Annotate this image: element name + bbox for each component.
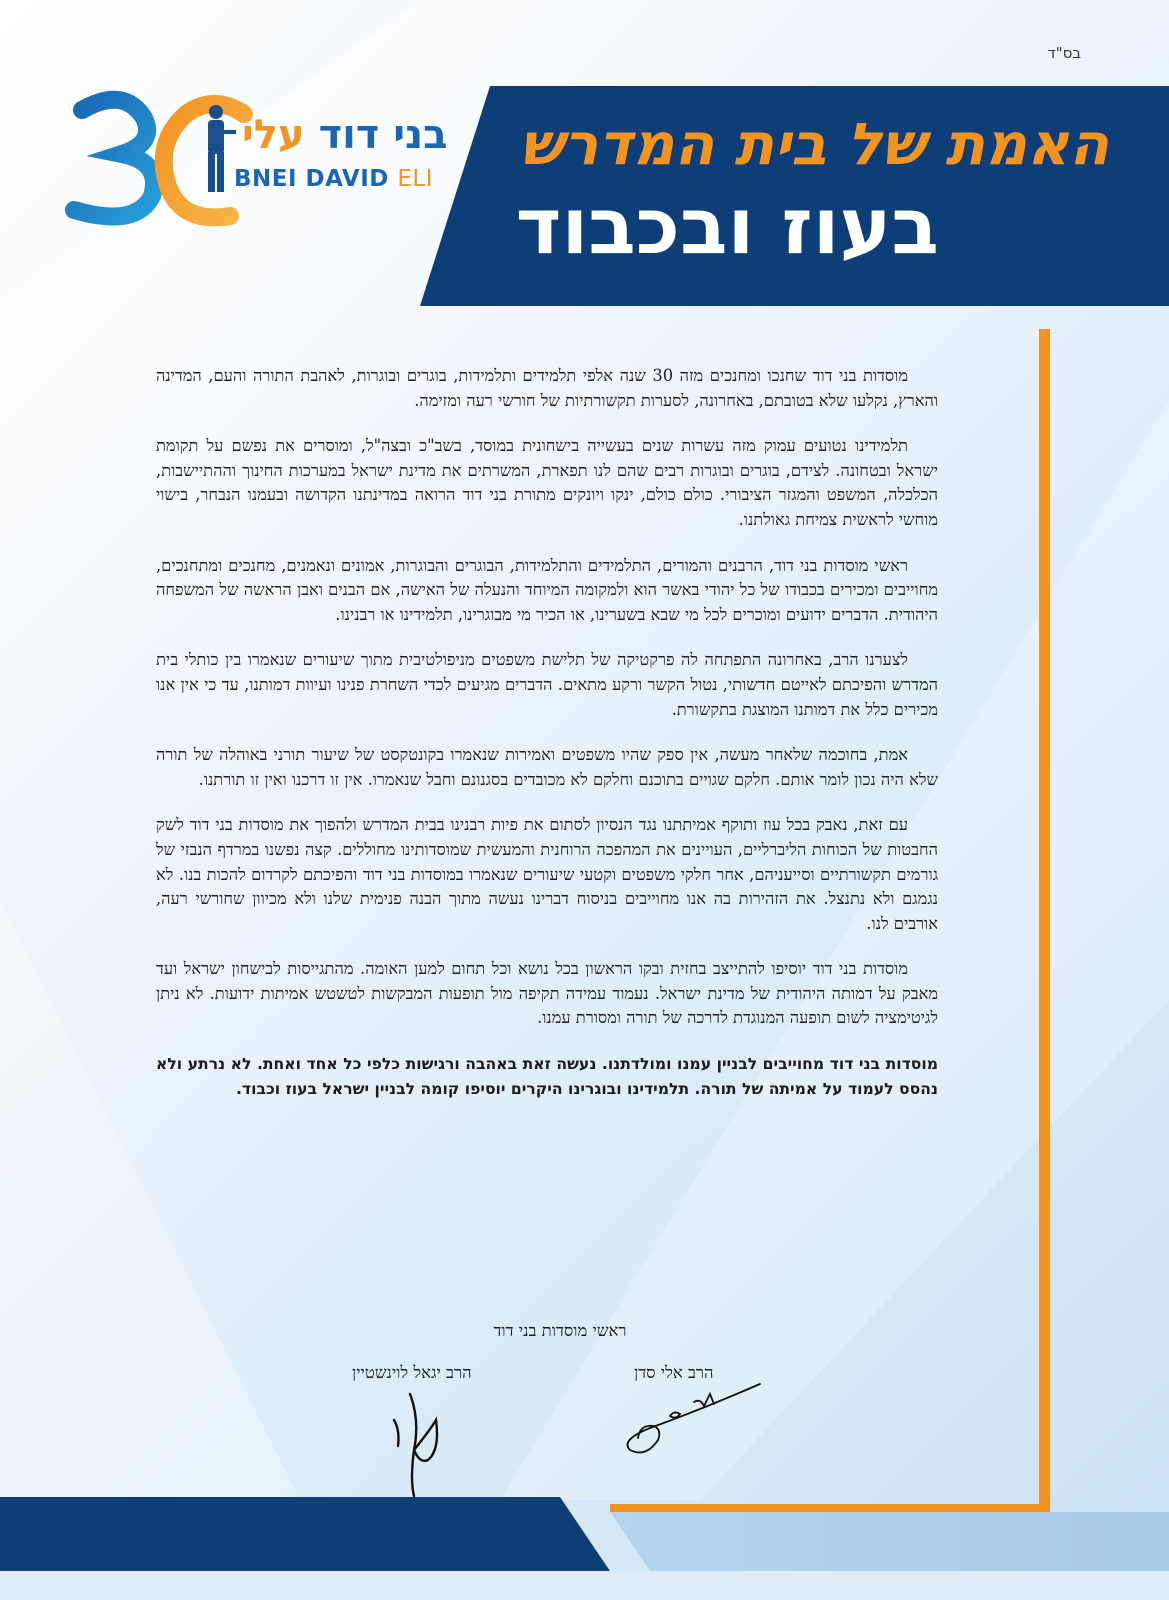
signer-name-left: הרב יגאל לוינשטיין xyxy=(352,1363,472,1382)
logo-hebrew-part1: בני דוד xyxy=(318,112,448,158)
logo-latin-part1: BNEI DAVID xyxy=(234,166,389,192)
letter-body xyxy=(156,364,938,1122)
letter-paragraph: לצערנו הרב, באחרונה התפתחה לה פרקטיקה של תלישת משפטים מניפולטיבית מתוך שיעורים שנאמרו בין כותלי בית המדרש והפיכתם לאייטם חדשותי, נטול הקשר ורקע מתאים. הדברים מגיעים לכדי השחרת פנינו ועיוות דמותנו, עד כי אין אנו מכירים כלל את דמותנו המוצגת בתקשורת. xyxy=(156,650,938,719)
anniversary-number: 30 xyxy=(64,73,85,92)
orange-frame-horizontal xyxy=(610,1504,1050,1512)
letter-paragraph: אמת, בחוכמה שלאחר מעשה, אין ספק שהיו משפטים ואמירות שנאמרו בקונטקסט של שיעור תורני באוהלה של תורה שלא היה נכון לומר אותם. חלקם שגויים בתוכנם וחלקם לא מכובדים בסגנונם וחבל שנאמרו. אין זו דרכנו ואין זו תורתנו. xyxy=(156,745,938,789)
headline-line-2: בעוז ובכבוד xyxy=(515,182,939,272)
logo-hebrew-name xyxy=(242,112,448,158)
letter-paragraph: מוסדות בני דוד יוסיפו להתייצב בחזית ובקו הראשון בכל נושא וכל תחום למען האומה. מהתגייסות לבישחון ישראל ועד מאבק על דמותה היהודית של מדינת ישראל. נעמוד עמידה תקיפה מול תופעות המבקשות לטשטש אמיתות ידועות. לא ניתן לגיטימציה לשום תופעה המנוגדת לדרכה של תורה ומסורת עמנו. xyxy=(156,959,938,1028)
footer-bottom-strip xyxy=(0,1571,1169,1600)
soldier-figure-icon xyxy=(196,102,236,198)
bsd-mark: בס"ד xyxy=(1047,44,1081,62)
logo-latin-name xyxy=(234,166,433,192)
footer-light-band xyxy=(610,1512,1169,1571)
letter-paragraph: עם זאת, נאבק בכל עוז ותוקף אמיתתנו נגד הנסיון לסתום את פיות רבנינו בבית המדרש ולהפוך את מוסדות בני דוד לשק החבטות של הכוחות הליברליים, העויינים את המהפכה הרוחנית והמעשית שמוסדותינו מחוללים. קצה נפשנו במרדף הנבזי של גורמים תקשורתיים וסייעניהם, אחר חלקי משפטים וקטעי שיעורים שנאמרו במוסדות בני דוד והפיכתם לקרדום להכות בנו. לא נגמגם ולא נתנצל. את הזהירות בה אנו מחוייבים בניסוח דברינו נעשה מתוך הבנה פנימית שלנו ולא מכיוון שחורשי רעה, אורבים לנו. xyxy=(156,815,938,933)
orange-frame-vertical xyxy=(1039,329,1050,1512)
signer-name-right: הרב אלי סדן xyxy=(634,1363,714,1382)
letter-paragraph: תלמידינו נטועים עמוק מזה עשרות שנים בעשייה בישחונית במוסד, בשב"כ ובצה"ל, ומוסרים את נפשם על תקומת ישראל ובטחונה. לצידם, בוגרים ובוגרות רבים שהם לנו תפארת, המשרתים את מדינת ישראל במערכות החינוך וההתיישבות, הכלכלה, המשפט והמגזר הציבורי. כולם כולם, ינקו ויונקים מתורת בני דוד הרואה במדינתנו הקדושה ובעמנו הנבחר, בישוי מוחשי לראשית צמיחת גאולתנו. xyxy=(156,436,938,529)
logo-latin-part2: ELI xyxy=(397,166,433,192)
letter-paragraph: ראשי מוסדות בני דוד, הרבנים והמורים, התלמידים והתלמידות, הבוגרים והבוגרות, אמונים ונאמנים, מחנכים ומתחנכים, מחוייבים ומכירים בכבודו של כל יהודי באשר הוא ולמקומה המיוחד והנעלה של האישה, אם הבנים ואבן הראשה של המשפחה היהודית. הדברים ידועים ומוכרים לכל מי שבא בשערינו, או הכיר מי מבוגרינו, תלמידינו או רבנינו. xyxy=(156,555,938,624)
footer-navy-band xyxy=(0,1497,610,1571)
headline-line-1: האמת של בית המדרש xyxy=(519,110,1109,178)
letter-closing-statement: מוסדות בני דוד מחוייבים לבניין עמנו ומולדתנו. נעשה זאת באהבה ורגישות כלפי כל אחד ואחת. לא נרתע ולא נהסס לעמוד על אמיתה של תורה. תלמידינו ובוגרינו היקרים יוסיפו קומה לבניין ישראל בעוז וכבוד. xyxy=(156,1055,938,1098)
letter-paragraph: מוסדות בני דוד שחנכו ומחנכים מזה 30 שנה אלפי תלמידים ותלמידות, בוגרים ובוגרות, לאהבת התורה והעם, המדינה והארץ, נקלעו שלא בטובתם, באחרונה, לסערות תקשורתיות של חורשי רעה ומזימה. xyxy=(156,366,938,410)
signatures-header: ראשי מוסדות בני דוד xyxy=(493,1321,627,1340)
bnei-david-logo xyxy=(64,73,448,228)
signature-right-handwriting xyxy=(610,1380,770,1460)
logo-hebrew-part2: עלי xyxy=(242,112,305,158)
signature-left-handwriting xyxy=(380,1390,450,1500)
